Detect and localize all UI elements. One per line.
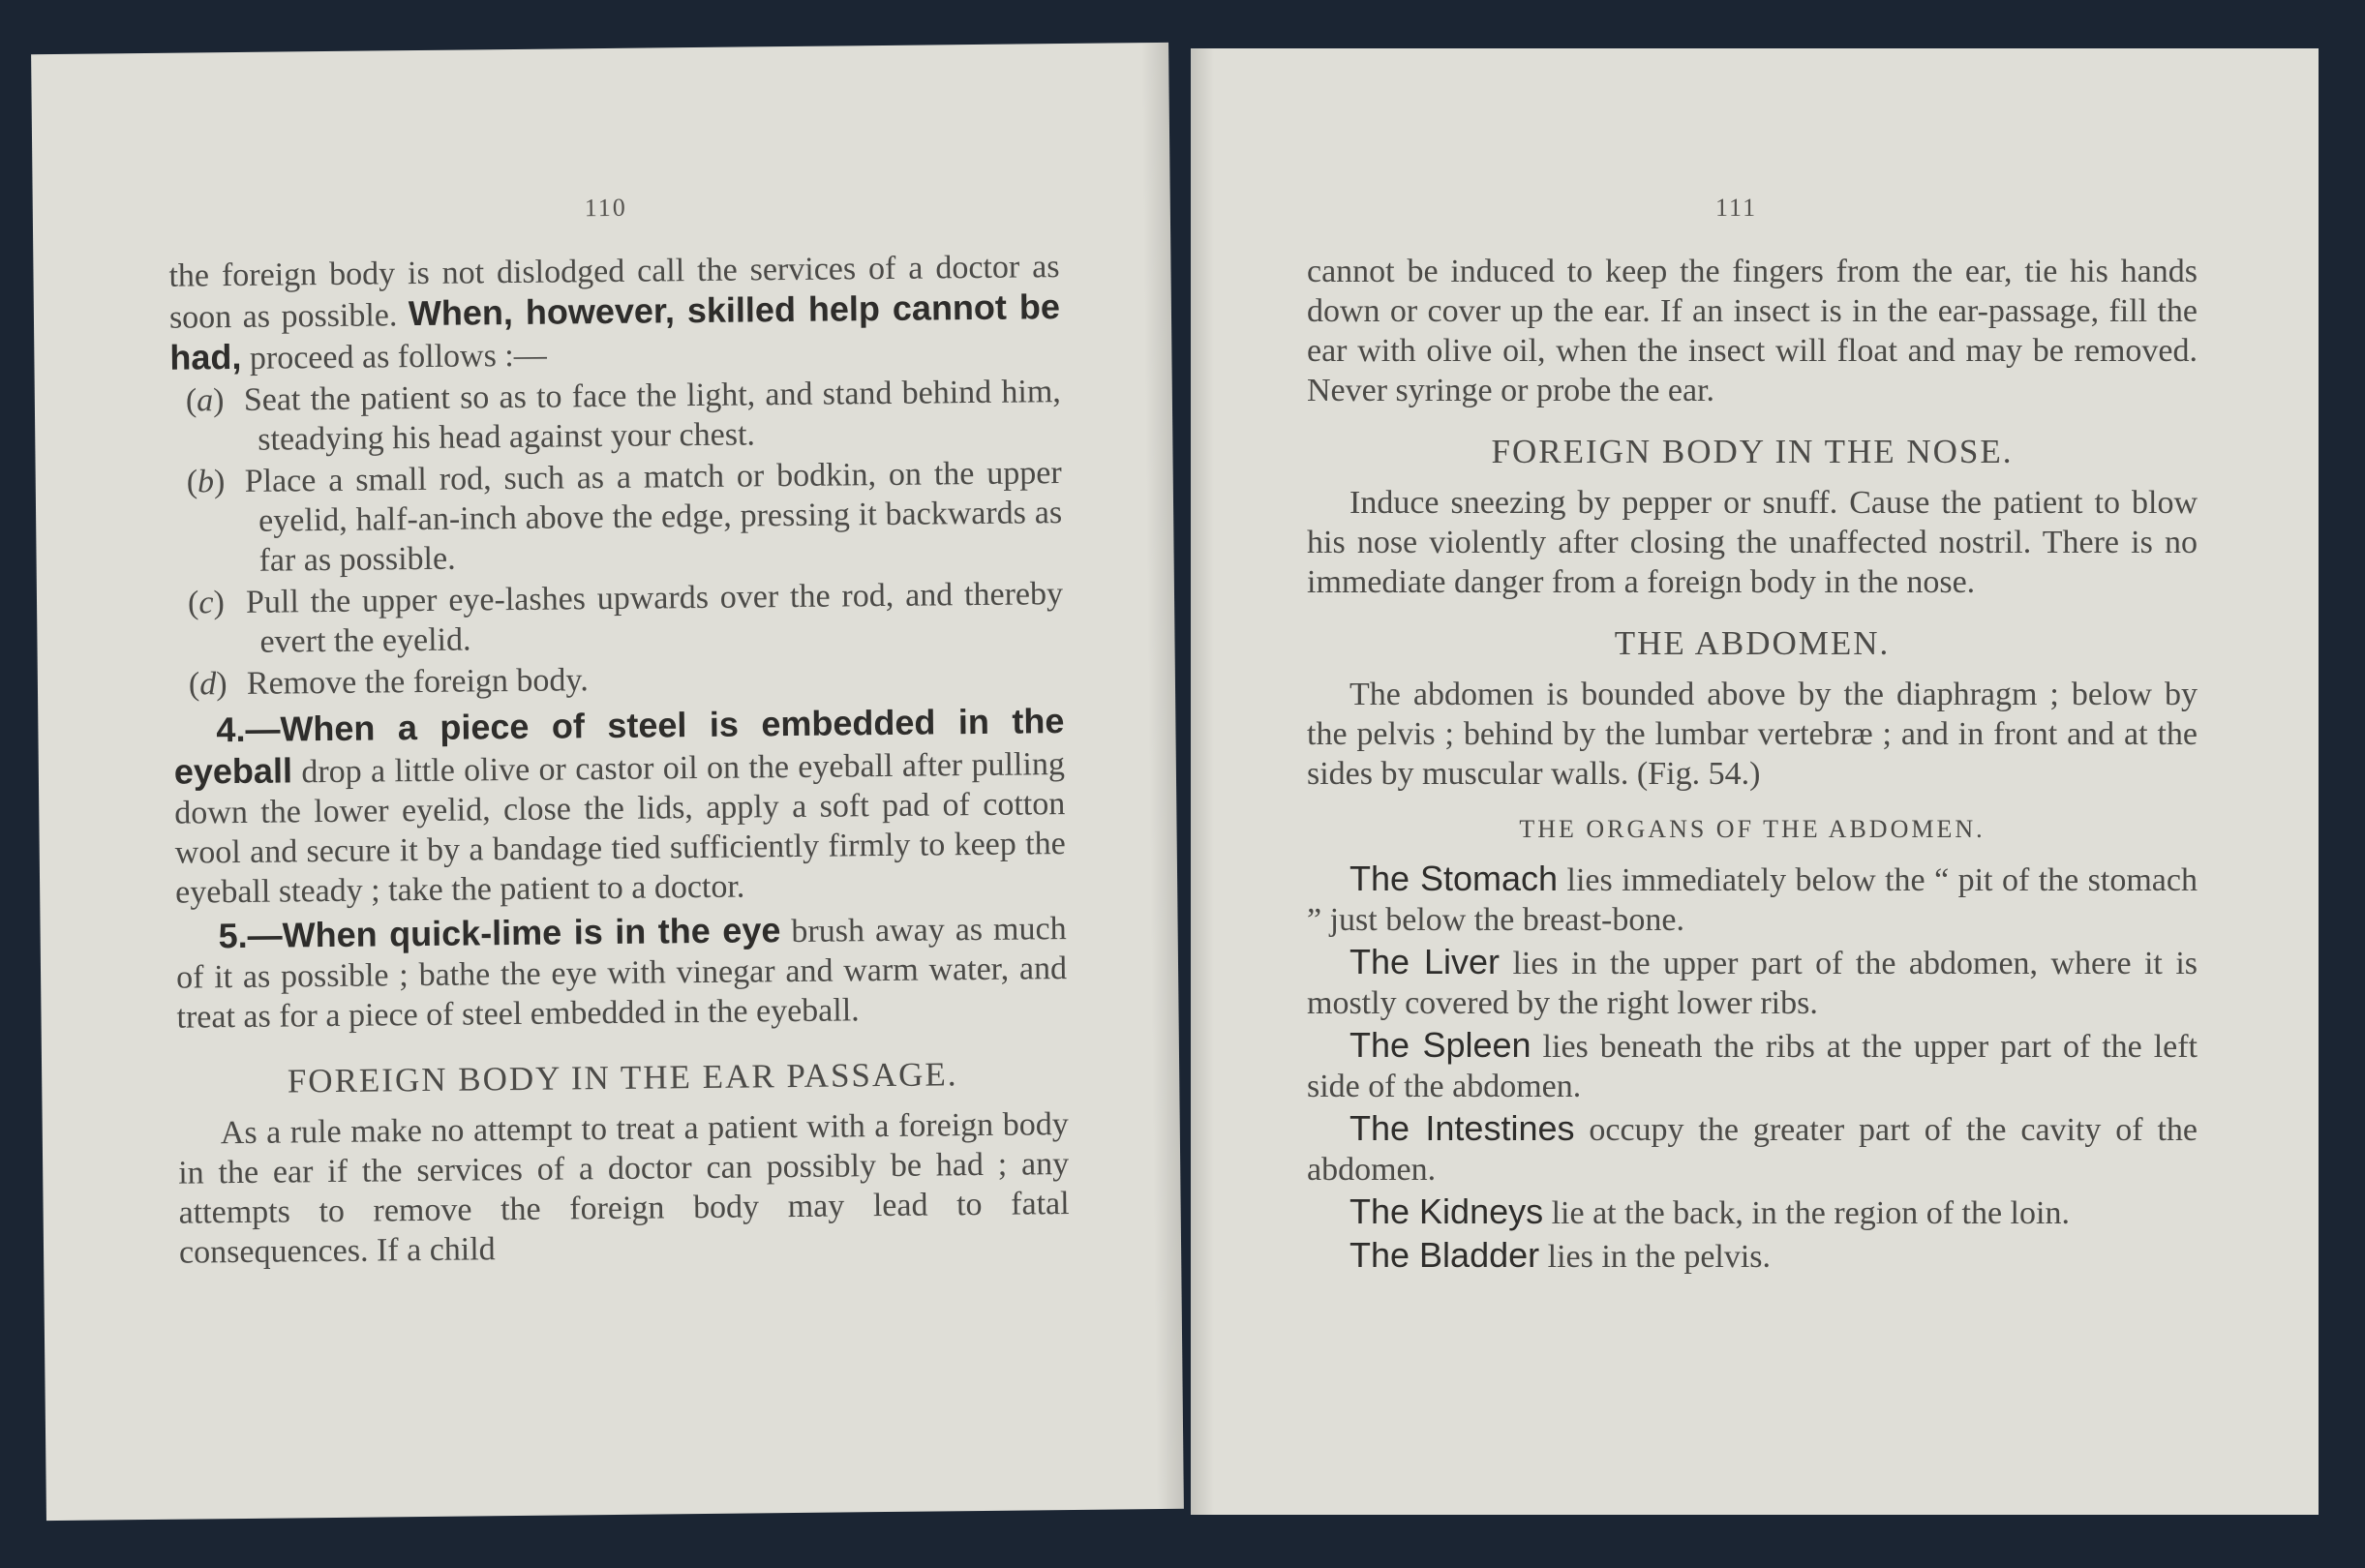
organ-spleen [1307,1025,2198,1106]
paragraph-abdomen: The abdomen is bounded above by the diaphragm ; below by the pelvis ; behind by the lumbar vertebræ ; and in front and at the sides by muscular walls. (Fig. 54.) [1307,677,2198,792]
section-heading-nose: FOREIGN BODY IN THE NOSE. [1491,433,2014,470]
paragraph-steel-text: drop a little olive or castor oil on the eyeball after pulling down the lower eyelid, close the lids, apply a soft pad of cotton wool and secure it by a bandage tied sufficiently firmly to keep the eyeball steady ; take the patient to a doctor. [174,746,1066,911]
paragraph-steel-heading: 4.—When a piece of steel is embedded in the eyeball [173,701,1065,792]
intro-text-end: proceed as follows :— [249,337,547,377]
step-label: (a) [185,382,225,419]
intro-text: the foreign body is not dislodged call the services of a doctor as soon as possible. [168,249,1060,336]
gutter-shadow [1191,48,1214,1515]
step-text: Pull the upper eye-lashes upwards over the rod, and thereby evert the eyelid. [245,576,1064,660]
step-a [170,372,1062,461]
organ-name: The Intestines [1349,1108,1575,1148]
left-page-text [168,247,1070,1273]
organ-text: lie at the back, in the region of the loin. [1551,1195,2070,1231]
organ-liver [1307,942,2198,1023]
organ-kidneys [1307,1191,2198,1233]
page-number: 110 [584,193,627,223]
step-label: (d) [188,666,227,703]
step-b [171,453,1063,582]
organ-name: The Spleen [1349,1025,1531,1065]
paragraph-ear-continued: cannot be induced to keep the fingers from the ear, tie his hands down or cover up the ear. If an insect is in the ear-passage, fill the ear with olive oil, when the insect will float and may be removed. Never syringe or probe the ear. [1307,254,2198,408]
intro-paragraph [168,247,1060,379]
paragraph-quicklime [175,907,1067,1038]
organ-name: The Kidneys [1349,1191,1544,1231]
intro-bold-text: When, however, skilled help cannot be had, [169,286,1061,377]
page-number: 111 [1715,194,1758,222]
organ-bladder [1307,1235,2198,1277]
paragraph-quicklime-text: brush away as much of it as possible ; bathe the eye with vinegar and warm water, and treat as for a piece of steel embedded in the eyeball. [175,911,1068,1036]
organ-intestines [1307,1108,2198,1190]
section-heading-abdomen: THE ABDOMEN. [1614,624,1891,662]
organ-text: occupy the greater part of the cavity of the abdomen. [1307,1112,2198,1188]
organ-text: lies in the pelvis. [1547,1239,1772,1275]
step-label: (b) [186,464,226,500]
organ-text: lies in the upper part of the abdomen, where it is mostly covered by the right lower ribs. [1307,946,2198,1021]
right-page [1191,48,2319,1515]
right-page-text [1307,252,2198,1279]
section-heading-ear: FOREIGN BODY IN THE EAR PASSAGE. [287,1055,958,1101]
step-text: Place a small rod, such as a match or bodkin, on the upper eyelid, half-an-inch above the edge, pressing it backwards as far as possible. [244,455,1063,579]
paragraph-ear: As a rule make no attempt to treat a patient with a foreign body in the ear if the services of a doctor can possibly be had ; any attempts to remove the foreign body may lead to fatal consequences. If a child [178,1106,1070,1271]
step-label: (c) [187,585,225,621]
step-text: Seat the patient so as to face the light, and stand behind him, steadying his head against your chest. [243,374,1061,458]
gutter-shadow [1141,43,1184,1509]
paragraph-nose: Induce sneezing by pepper or snuff. Cause the patient to blow his nose violently after closing the unaffected nostril. There is no immediate danger from a foreign body in the nose. [1307,485,2198,600]
paragraph-quicklime-heading: 5.—When quick-lime is in the eye [218,910,781,956]
organ-text: lies immediately below the “ pit of the stomach ” just below the breast-bone. [1307,862,2198,938]
paragraph-steel [173,701,1066,913]
left-page [31,43,1184,1521]
step-text: Remove the foreign body. [246,662,589,702]
organ-text: lies beneath the ribs at the upper part of the left side of the abdomen. [1307,1029,2198,1104]
organ-name: The Bladder [1349,1235,1540,1275]
step-c [172,574,1064,663]
organ-stomach [1307,859,2198,940]
organ-name: The Liver [1349,942,1501,981]
step-d [173,655,1064,705]
subheading-organs: THE ORGANS OF THE ABDOMEN. [1519,815,1986,843]
organ-name: The Stomach [1349,859,1559,898]
